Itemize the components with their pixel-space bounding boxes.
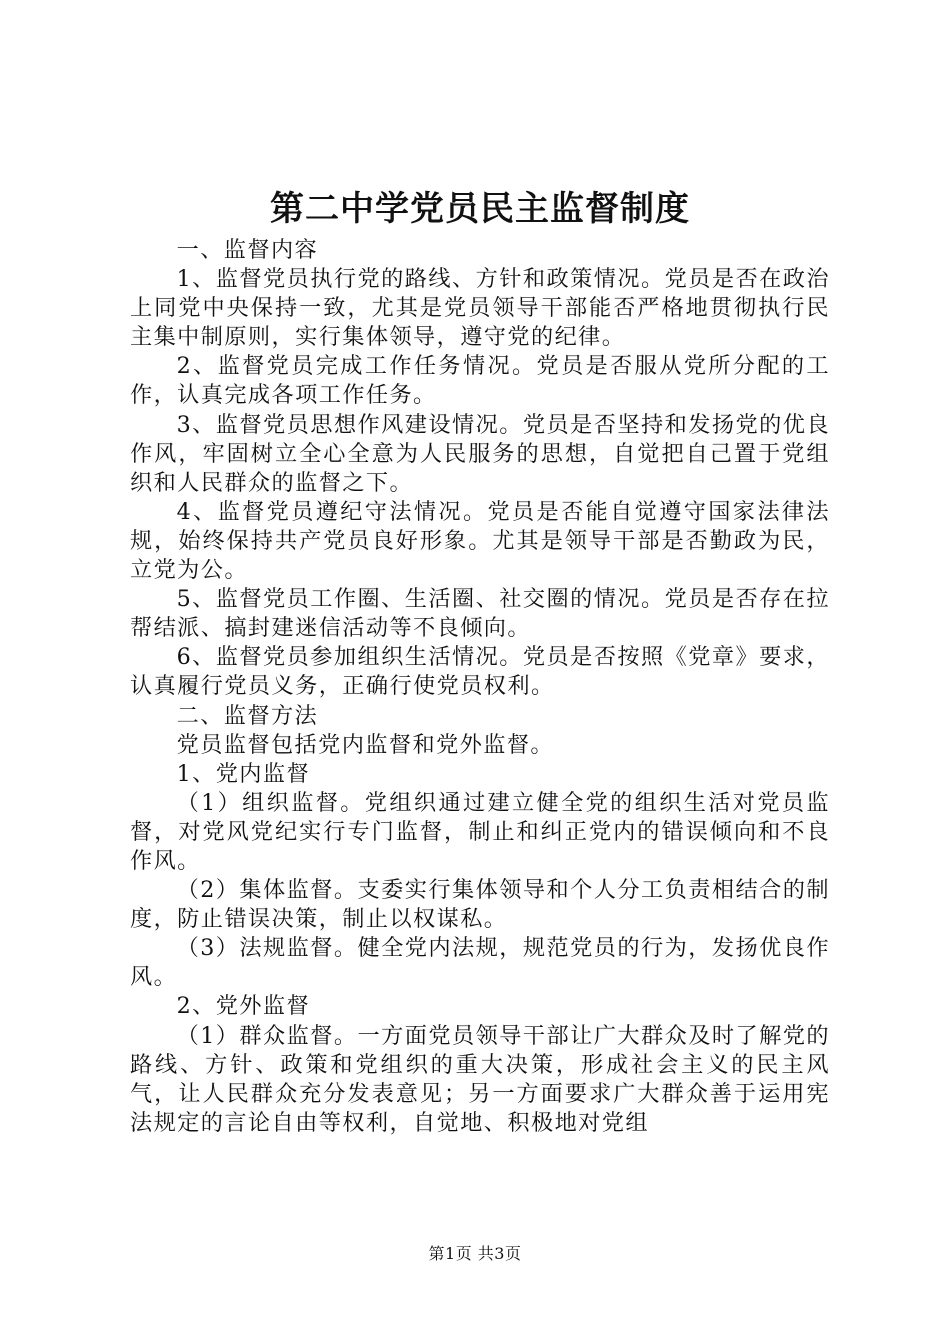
page-number-footer: 第1页 共3页 <box>428 1244 522 1263</box>
subheading-internal: 1、党内监督 <box>176 760 311 787</box>
paragraph: （1）群众监督。一方面党员领导干部让广大群众及时了解党的路线、方针、政策和党组织的重大决策，形成社会主义的民主风气，让人民群众充分发表意见；另一方面要求广大群众善于运用宪法规定的言论自由等权利，自觉地、积极地对党组 <box>130 1022 830 1136</box>
paragraph: 2、监督党员完成工作任务情况。党员是否服从党所分配的工作，认真完成各项工作任务。 <box>130 353 830 409</box>
paragraph: （2）集体监督。支委实行集体领导和个人分工负责相结合的制度，防止错误决策，制止以权谋私。 <box>130 877 830 933</box>
section-heading-methods: 二、监督方法 <box>176 702 319 729</box>
subheading-external: 2、党外监督 <box>176 993 311 1020</box>
paragraph: 6、监督党员参加组织生活情况。党员是否按照《党章》要求，认真履行党员义务，正确行使党员权利。 <box>130 644 830 700</box>
paragraph: 3、监督党员思想作风建设情况。党员是否坚持和发扬党的优良作风，牢固树立全心全意为人民服务的思想，自觉把自己置于党组织和人民群众的监督之下。 <box>130 411 830 496</box>
paragraph: 5、监督党员工作圈、生活圈、社交圈的情况。党员是否存在拉帮结派、搞封建迷信活动等不良倾向。 <box>130 586 830 642</box>
paragraph: 1、监督党员执行党的路线、方针和政策情况。党员是否在政治上同党中央保持一致，尤其是党员领导干部能否严格地贯彻执行民主集中制原则，实行集体领导，遵守党的纪律。 <box>130 266 830 351</box>
paragraph: 4、监督党员遵纪守法情况。党员是否能自觉遵守国家法律法规，始终保持共产党员良好形象。尤其是领导干部是否勤政为民，立党为公。 <box>130 498 830 584</box>
paragraph: （3）法规监督。健全党内法规，规范党员的行为，发扬优良作风。 <box>130 935 830 991</box>
document-body <box>130 236 830 1138</box>
section-heading-content: 一、监督内容 <box>176 237 319 263</box>
document-title: 第二中学党员民主监督制度 <box>270 189 690 229</box>
paragraph: （1）组织监督。党组织通过建立健全党的组织生活对党员监督，对党风党纪实行专门监督，制止和纠正党内的错误倾向和不良作风。 <box>130 789 830 874</box>
paragraph: 党员监督包括党内监督和党外监督。 <box>176 731 555 758</box>
